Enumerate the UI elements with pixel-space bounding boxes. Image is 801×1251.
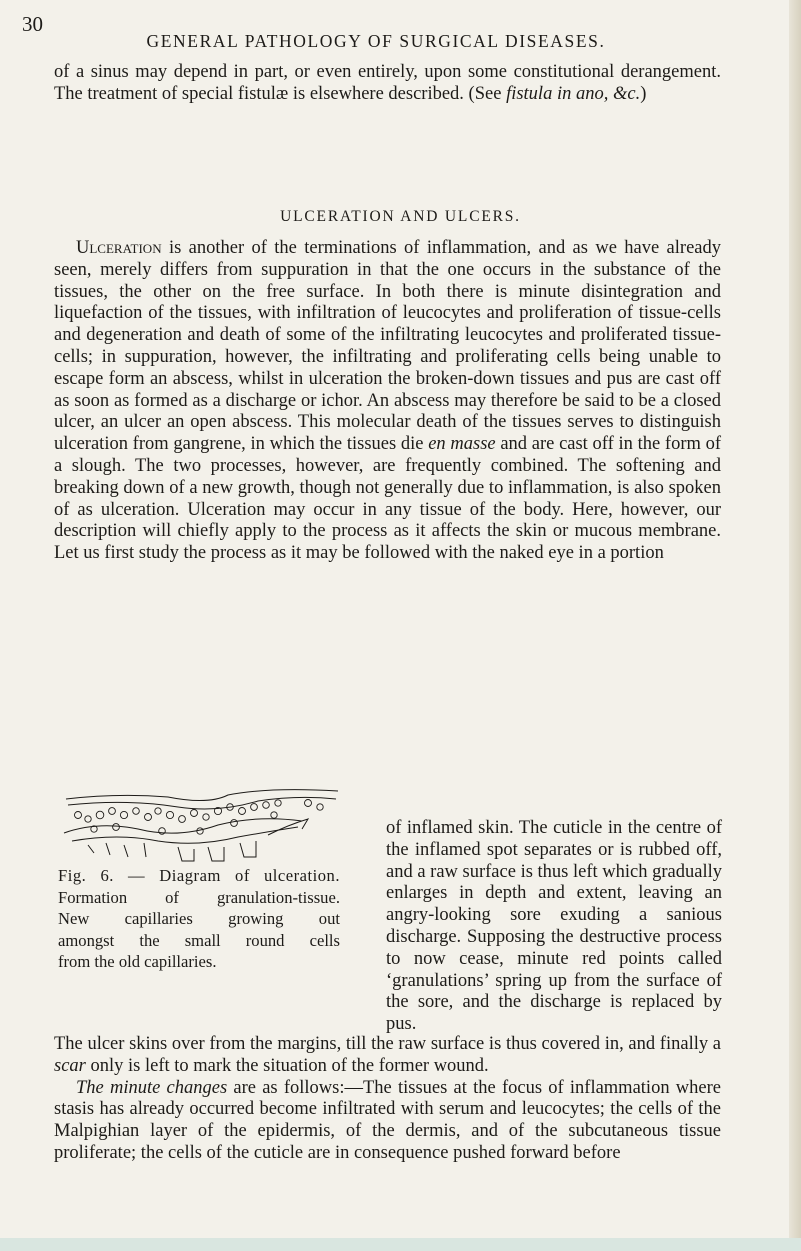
figure-caption	[58, 865, 340, 973]
caption-line-3: New capillaries growing out	[58, 909, 340, 928]
main-text-a: is another of the terminations of inflammation, and as we have already seen, merely differs from suppuration in that the one occurs in the substance of the tissues, the other on the free surface. In both there is minute disintegration and liquefaction of the tissues, with infiltration of leucocytes and proliferation of tissue-cells and degeneration and death of some of the infiltrating leucocytes and proliferated tissue-cells; in suppuration, however, the infiltrating and proliferating cells being unable to escape form an abscess, whilst in ulceration the broken-down tissues and pus are cast off as soon as formed as a discharge or ichor. An abscess may therefore be said to be a closed ulcer, an ulcer an open abscess. This molecular death of the tissues serves to distinguish ulceration from gangrene, in which the tissues die	[54, 238, 721, 455]
main-italic: en masse	[428, 434, 496, 455]
lead-word: Ulceration	[76, 238, 162, 258]
main-text-b: and are cast off in the form of a slough. The two processes, however, are frequently combined. The softening and breaking down of a new growth, though not generally due to inflammation, is also spoken of as ulceration. Ulceration may occur in any tissue of the body. Here, however, our description will chiefly apply to the process as it affects the skin or mucous membrane. Let us first study the process as it may be followed with the naked eye in a portion	[54, 434, 722, 564]
caption-line-4: amongst the small round cells	[58, 930, 340, 950]
minute-changes-heading: The minute changes	[76, 1077, 228, 1098]
capillary-loops	[178, 841, 256, 861]
side-paragraph: of inflamed skin. The cuticle in the centre of the inflamed spot separates or is rubbed off, and a raw surface is thus left which gradually enlarges in depth and extent, leaving an angry-looking sore exuding a sanious discharge. Supposing the destructive process to now cease, minute red points called ‘granulations’ spring up from the surface of the sore, and the discharge is replaced by pus.	[386, 818, 722, 1035]
section-heading: ULCERATION AND ULCERS.	[280, 208, 521, 225]
capillary-sprouts	[88, 843, 146, 857]
continuation-text: The ulcer skins over from the margins, till the raw surface is thus covered in, and finally a	[54, 1034, 721, 1054]
intro-italic-reference: fistula in ano, &c.	[506, 83, 641, 104]
capillary-arrow	[268, 819, 308, 835]
lower-paragraphs	[54, 1034, 721, 1165]
capillary-line-1	[64, 819, 302, 833]
page-bottom-band	[0, 1238, 801, 1251]
running-head: GENERAL PATHOLOGY OF SURGICAL DISEASES.	[146, 31, 606, 51]
intro-paragraph	[54, 62, 721, 106]
minute-changes-text: are as follows:—The tissues at the focus of inflammation where stasis has already occurred become infiltrated with serum and leucocytes; the cells of the Malpighian layer of the epidermis, of the dermis, and of the subcutaneous tissue proliferate; the cells of the cuticle are in consequence pushed forward before	[54, 1077, 721, 1163]
caption-line-2: Formation of granulation-tissue.	[58, 887, 340, 907]
dermis-line	[68, 797, 336, 809]
continuation-text-end: only is left to mark the situation of the former wound.	[85, 1055, 489, 1076]
figure-6	[58, 781, 340, 995]
main-paragraph	[54, 238, 721, 565]
scar-italic: scar	[54, 1055, 86, 1076]
page-edge-shadow	[789, 0, 801, 1251]
caption-line-1: Fig. 6. — Diagram of ulceration.	[58, 866, 340, 885]
page-header	[0, 12, 801, 52]
ulceration-diagram	[58, 781, 340, 865]
capillary-line-2	[72, 827, 298, 843]
page-number: 30	[22, 12, 43, 36]
intro-text: of a sinus may depend in part, or even entirely, upon some constitutional derangement. The treatment of special fistulæ is elsewhere described. (See	[54, 62, 721, 104]
intro-text-end: )	[640, 83, 647, 104]
epidermis-line	[66, 790, 338, 801]
caption-line-5: from the old capillaries.	[58, 952, 217, 971]
